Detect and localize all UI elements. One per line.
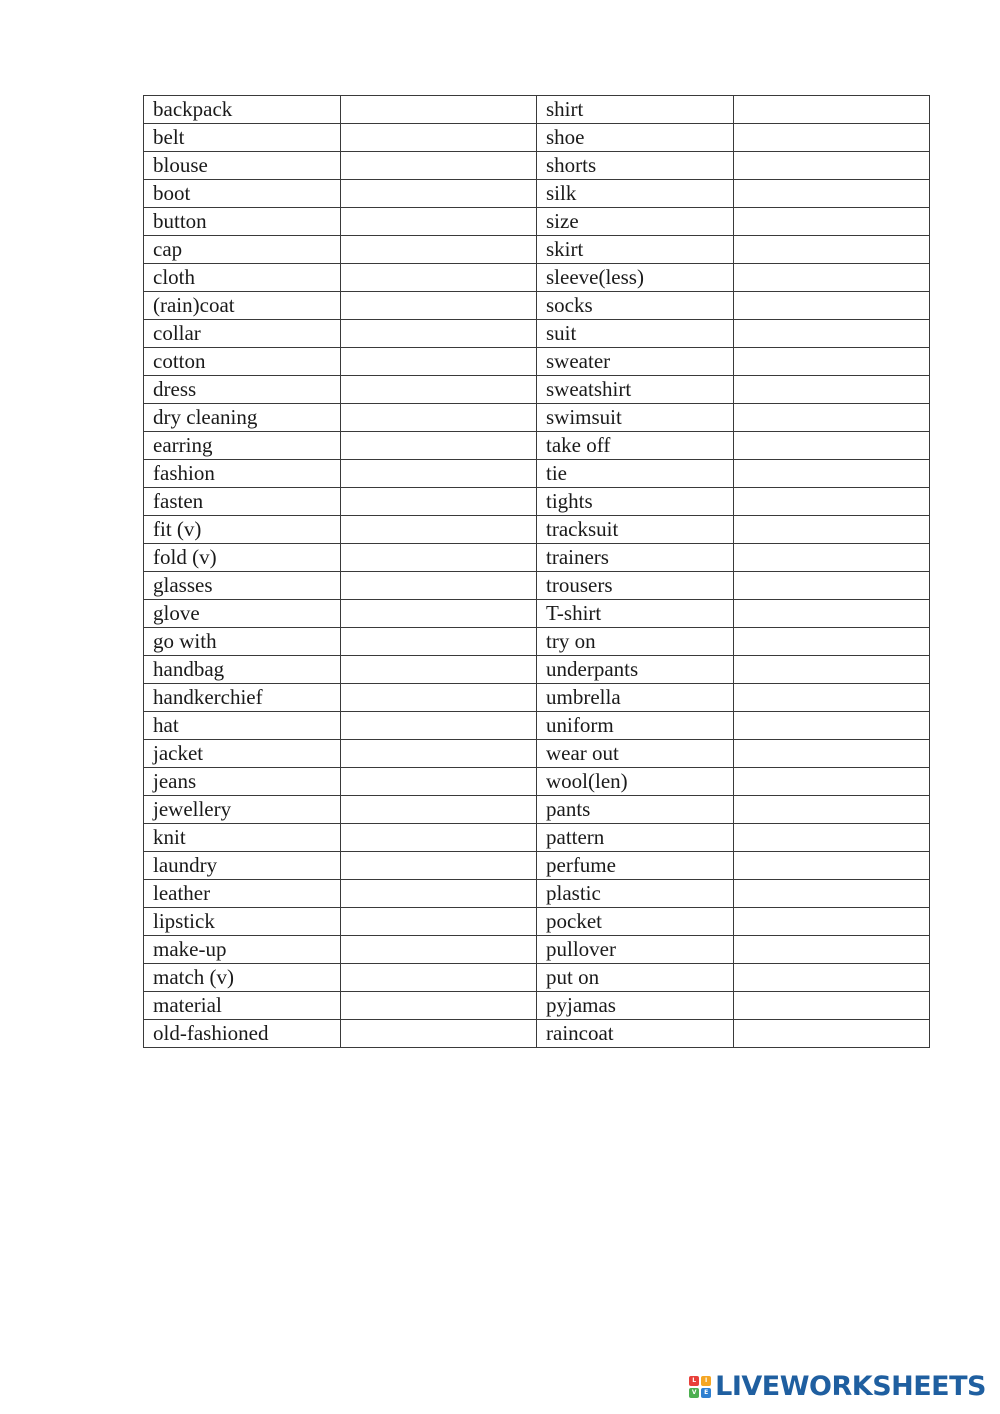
word-cell-right: silk (537, 180, 734, 208)
answer-cell-right[interactable] (733, 628, 930, 656)
word-cell-right: sweatshirt (537, 376, 734, 404)
answer-cell-right[interactable] (733, 432, 930, 460)
vocabulary-table-body (144, 96, 930, 1048)
word-cell-left: glove (144, 600, 341, 628)
table-row (144, 236, 930, 264)
answer-cell-right[interactable] (733, 236, 930, 264)
answer-cell-left[interactable] (340, 488, 537, 516)
logo-mark-tile: L (689, 1376, 699, 1386)
word-cell-right: take off (537, 432, 734, 460)
table-row (144, 376, 930, 404)
word-cell-right: shirt (537, 96, 734, 124)
answer-cell-left[interactable] (340, 908, 537, 936)
word-cell-right: perfume (537, 852, 734, 880)
word-cell-left: jeans (144, 768, 341, 796)
word-cell-left: old-fashioned (144, 1020, 341, 1048)
word-cell-left: boot (144, 180, 341, 208)
table-row (144, 488, 930, 516)
table-row (144, 208, 930, 236)
answer-cell-left[interactable] (340, 264, 537, 292)
table-row (144, 544, 930, 572)
word-cell-left: earring (144, 432, 341, 460)
answer-cell-left[interactable] (340, 964, 537, 992)
answer-cell-left[interactable] (340, 628, 537, 656)
word-cell-left: (rain)coat (144, 292, 341, 320)
answer-cell-left[interactable] (340, 1020, 537, 1048)
answer-cell-right[interactable] (733, 516, 930, 544)
table-row (144, 320, 930, 348)
table-row (144, 796, 930, 824)
logo-mark-tile: V (689, 1388, 699, 1398)
word-cell-left: backpack (144, 96, 341, 124)
answer-cell-right[interactable] (733, 936, 930, 964)
table-row (144, 936, 930, 964)
word-cell-right: try on (537, 628, 734, 656)
word-cell-left: leather (144, 880, 341, 908)
word-cell-left: knit (144, 824, 341, 852)
table-row (144, 460, 930, 488)
word-cell-left: go with (144, 628, 341, 656)
answer-cell-right[interactable] (733, 908, 930, 936)
word-cell-left: jacket (144, 740, 341, 768)
table-row (144, 656, 930, 684)
table-row (144, 292, 930, 320)
word-cell-right: skirt (537, 236, 734, 264)
word-cell-left: button (144, 208, 341, 236)
answer-cell-right[interactable] (733, 320, 930, 348)
word-cell-right: swimsuit (537, 404, 734, 432)
word-cell-right: plastic (537, 880, 734, 908)
table-row (144, 1020, 930, 1048)
answer-cell-right[interactable] (733, 824, 930, 852)
word-cell-left: glasses (144, 572, 341, 600)
answer-cell-right[interactable] (733, 544, 930, 572)
answer-cell-left[interactable] (340, 600, 537, 628)
table-row (144, 740, 930, 768)
answer-cell-right[interactable] (733, 460, 930, 488)
table-row (144, 628, 930, 656)
word-cell-left: fashion (144, 460, 341, 488)
word-cell-left: dry cleaning (144, 404, 341, 432)
word-cell-right: tracksuit (537, 516, 734, 544)
word-cell-right: uniform (537, 712, 734, 740)
table-row (144, 684, 930, 712)
word-cell-right: pocket (537, 908, 734, 936)
answer-cell-left[interactable] (340, 376, 537, 404)
word-cell-left: cap (144, 236, 341, 264)
logo-mark-tile: E (701, 1388, 711, 1398)
answer-cell-right[interactable] (733, 572, 930, 600)
vocabulary-table (143, 95, 930, 1048)
answer-cell-right[interactable] (733, 488, 930, 516)
word-cell-right: socks (537, 292, 734, 320)
word-cell-left: lipstick (144, 908, 341, 936)
word-cell-right: umbrella (537, 684, 734, 712)
answer-cell-right[interactable] (733, 96, 930, 124)
table-row (144, 516, 930, 544)
word-cell-left: laundry (144, 852, 341, 880)
answer-cell-left[interactable] (340, 96, 537, 124)
answer-cell-left[interactable] (340, 852, 537, 880)
answer-cell-left[interactable] (340, 824, 537, 852)
word-cell-right: raincoat (537, 1020, 734, 1048)
word-cell-right: shoe (537, 124, 734, 152)
word-cell-right: size (537, 208, 734, 236)
word-cell-left: match (v) (144, 964, 341, 992)
word-cell-left: dress (144, 376, 341, 404)
answer-cell-left[interactable] (340, 292, 537, 320)
word-cell-right: sweater (537, 348, 734, 376)
word-cell-right: pullover (537, 936, 734, 964)
word-cell-left: handkerchief (144, 684, 341, 712)
answer-cell-left[interactable] (340, 572, 537, 600)
answer-cell-left[interactable] (340, 992, 537, 1020)
table-row (144, 600, 930, 628)
table-row (144, 124, 930, 152)
answer-cell-right[interactable] (733, 880, 930, 908)
word-cell-left: handbag (144, 656, 341, 684)
table-row (144, 348, 930, 376)
answer-cell-right[interactable] (733, 292, 930, 320)
word-cell-right: sleeve(less) (537, 264, 734, 292)
answer-cell-left[interactable] (340, 796, 537, 824)
answer-cell-left[interactable] (340, 460, 537, 488)
answer-cell-right[interactable] (733, 1020, 930, 1048)
answer-cell-left[interactable] (340, 936, 537, 964)
logo-mark-tile: I (701, 1376, 711, 1386)
table-row (144, 908, 930, 936)
answer-cell-right[interactable] (733, 376, 930, 404)
word-cell-left: collar (144, 320, 341, 348)
answer-cell-right[interactable] (733, 264, 930, 292)
table-row (144, 964, 930, 992)
word-cell-right: pattern (537, 824, 734, 852)
word-cell-left: material (144, 992, 341, 1020)
answer-cell-right[interactable] (733, 768, 930, 796)
table-row (144, 152, 930, 180)
answer-cell-left[interactable] (340, 152, 537, 180)
answer-cell-left[interactable] (340, 180, 537, 208)
word-cell-right: trainers (537, 544, 734, 572)
word-cell-right: wear out (537, 740, 734, 768)
answer-cell-right[interactable] (733, 712, 930, 740)
answer-cell-left[interactable] (340, 348, 537, 376)
liveworksheets-logo (689, 1371, 986, 1402)
word-cell-left: fold (v) (144, 544, 341, 572)
word-cell-right: pants (537, 796, 734, 824)
answer-cell-left[interactable] (340, 236, 537, 264)
word-cell-left: jewellery (144, 796, 341, 824)
word-cell-right: tie (537, 460, 734, 488)
answer-cell-right[interactable] (733, 796, 930, 824)
answer-cell-right[interactable] (733, 600, 930, 628)
answer-cell-right[interactable] (733, 180, 930, 208)
word-cell-left: cloth (144, 264, 341, 292)
table-row (144, 180, 930, 208)
word-cell-left: fasten (144, 488, 341, 516)
word-cell-left: blouse (144, 152, 341, 180)
answer-cell-right[interactable] (733, 852, 930, 880)
word-cell-right: wool(len) (537, 768, 734, 796)
table-row (144, 852, 930, 880)
answer-cell-right[interactable] (733, 684, 930, 712)
answer-cell-left[interactable] (340, 740, 537, 768)
answer-cell-right[interactable] (733, 152, 930, 180)
answer-cell-left[interactable] (340, 880, 537, 908)
answer-cell-left[interactable] (340, 208, 537, 236)
word-cell-left: hat (144, 712, 341, 740)
answer-cell-left[interactable] (340, 544, 537, 572)
table-row (144, 404, 930, 432)
table-row (144, 880, 930, 908)
word-cell-right: T-shirt (537, 600, 734, 628)
table-row (144, 432, 930, 460)
word-cell-left: make-up (144, 936, 341, 964)
answer-cell-right[interactable] (733, 992, 930, 1020)
answer-cell-right[interactable] (733, 740, 930, 768)
word-cell-right: trousers (537, 572, 734, 600)
word-cell-right: underpants (537, 656, 734, 684)
answer-cell-left[interactable] (340, 516, 537, 544)
answer-cell-left[interactable] (340, 684, 537, 712)
word-cell-right: put on (537, 964, 734, 992)
word-cell-right: shorts (537, 152, 734, 180)
answer-cell-right[interactable] (733, 964, 930, 992)
table-row (144, 824, 930, 852)
word-cell-left: cotton (144, 348, 341, 376)
answer-cell-right[interactable] (733, 348, 930, 376)
answer-cell-left[interactable] (340, 656, 537, 684)
word-cell-left: fit (v) (144, 516, 341, 544)
answer-cell-left[interactable] (340, 768, 537, 796)
table-row (144, 264, 930, 292)
table-row (144, 712, 930, 740)
answer-cell-left[interactable] (340, 124, 537, 152)
answer-cell-left[interactable] (340, 712, 537, 740)
answer-cell-right[interactable] (733, 404, 930, 432)
answer-cell-left[interactable] (340, 320, 537, 348)
word-cell-right: suit (537, 320, 734, 348)
answer-cell-right[interactable] (733, 208, 930, 236)
answer-cell-left[interactable] (340, 404, 537, 432)
answer-cell-right[interactable] (733, 124, 930, 152)
word-cell-left: belt (144, 124, 341, 152)
table-row (144, 768, 930, 796)
logo-text: LIVEWORKSHEETS (715, 1371, 986, 1402)
table-row (144, 572, 930, 600)
word-cell-right: pyjamas (537, 992, 734, 1020)
word-cell-right: tights (537, 488, 734, 516)
liveworksheets-mark-icon (689, 1376, 711, 1398)
answer-cell-left[interactable] (340, 432, 537, 460)
answer-cell-right[interactable] (733, 656, 930, 684)
table-row (144, 992, 930, 1020)
table-row (144, 96, 930, 124)
